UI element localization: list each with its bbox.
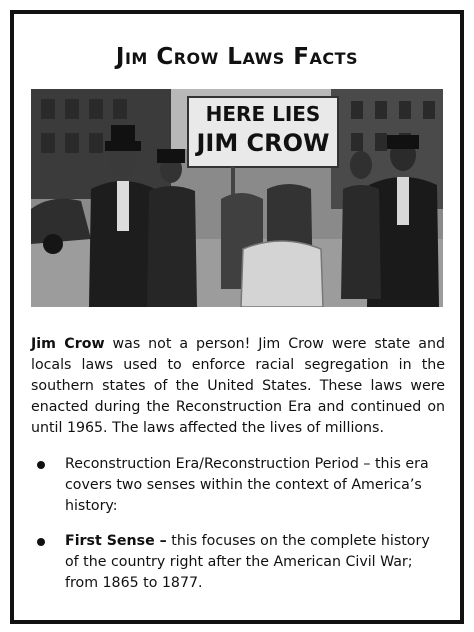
bullet-icon (37, 461, 45, 469)
bullet-icon (37, 538, 45, 546)
intro-paragraph (31, 334, 445, 439)
bullet-term: First Sense – (65, 533, 167, 549)
list-item (31, 531, 445, 594)
sign-line-1: HERE LIES (205, 102, 321, 126)
intro-text: was not a person! Jim Crow were state and locals laws used to enforce racial segregation in the southern states of the United States. These laws were enacted during the Reconstruction Era and continued on until 1965. The laws affected the lives of millions. (31, 336, 445, 437)
sign-line-2: JIM CROW (196, 129, 330, 157)
intro-lead: Jim Crow (31, 336, 105, 353)
fact-list (31, 454, 445, 608)
list-item (31, 454, 445, 517)
historical-photo (31, 89, 443, 307)
bullet-text: Reconstruction Era/Reconstruction Period – this era covers two senses within the context of America’s history: (65, 456, 429, 514)
page-title: Jim Crow Laws Facts (115, 44, 359, 70)
funeral-march-photo (31, 89, 443, 307)
worksheet-page (10, 10, 464, 624)
coffin (241, 241, 323, 307)
bullet-text: this focuses on the complete history of the country right after the American Civil War; from 1865 to 1877. (65, 533, 430, 591)
